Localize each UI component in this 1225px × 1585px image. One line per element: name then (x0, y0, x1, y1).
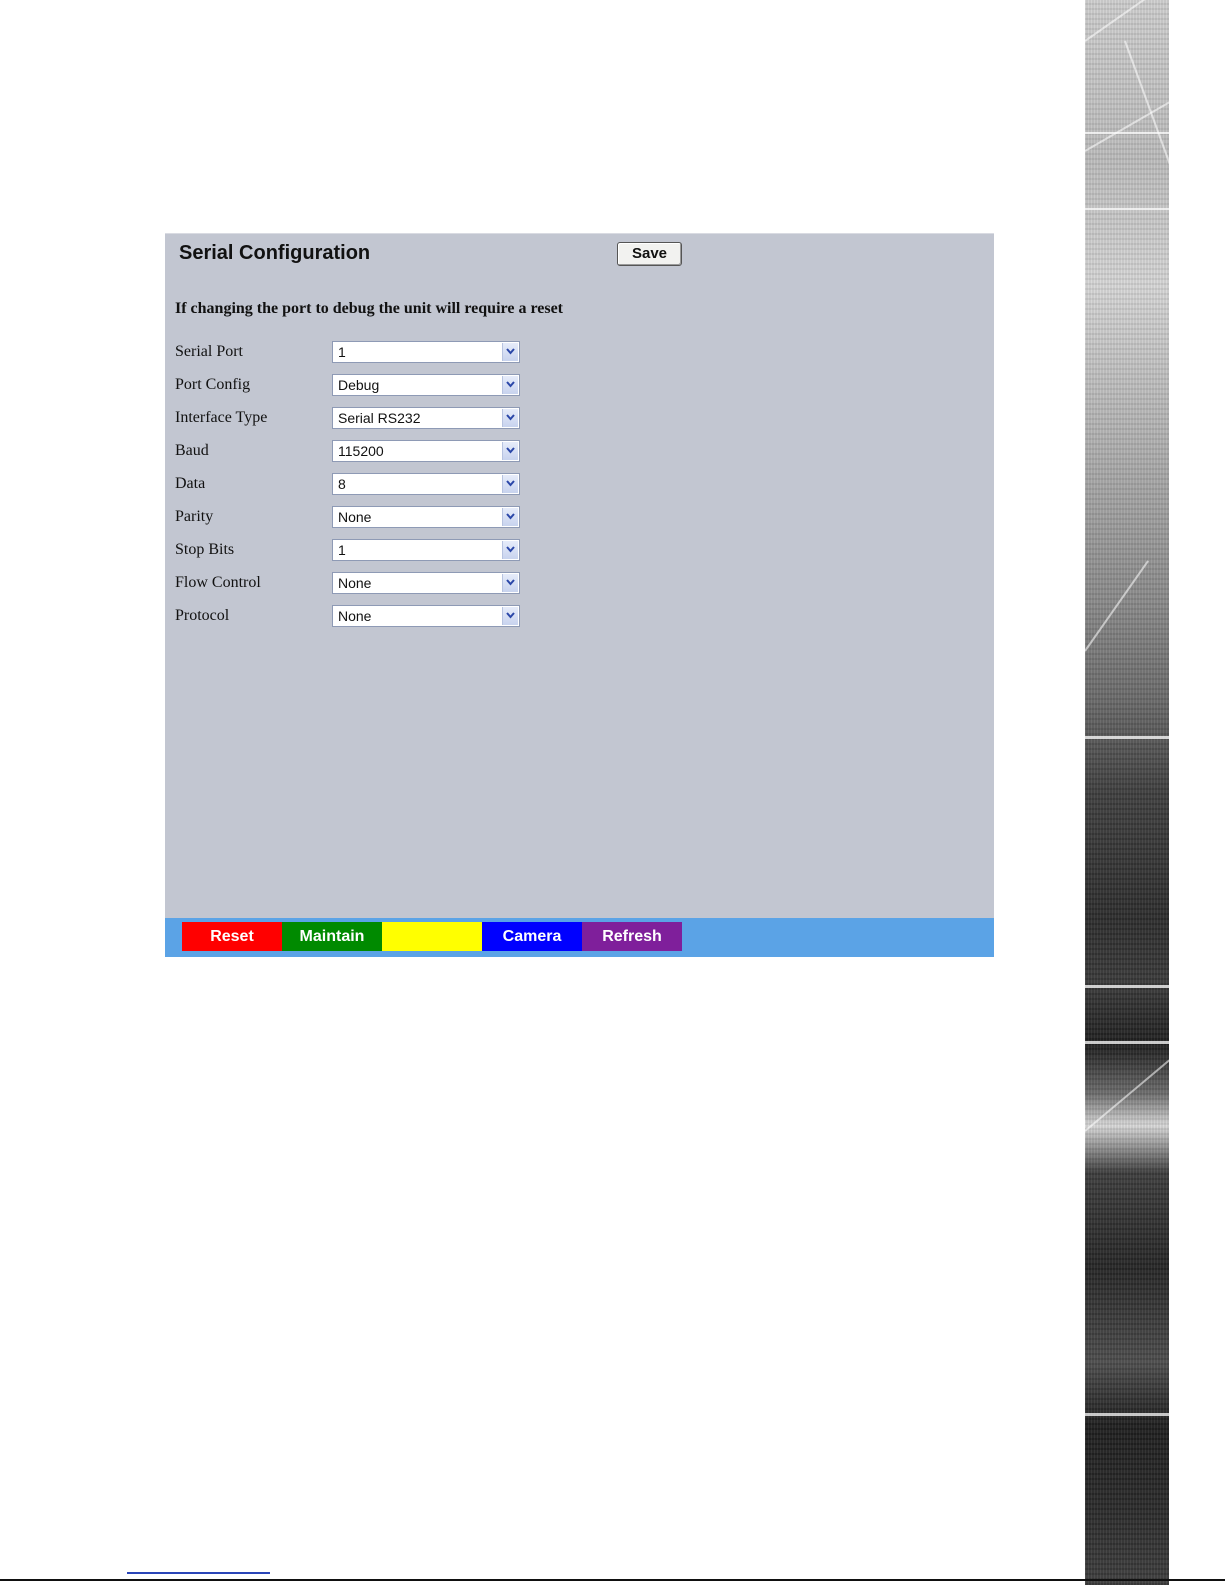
interface-type-value: Serial RS232 (338, 410, 421, 426)
form-row-interface-type (175, 407, 575, 431)
bottom-button-bar (165, 918, 994, 957)
strip-diagonal (1084, 560, 1149, 651)
interface-type-label: Interface Type (175, 409, 268, 426)
decorative-side-strip (1085, 0, 1169, 1585)
form-row-flow-control (175, 572, 575, 596)
form-row-data (175, 473, 575, 497)
baud-select[interactable] (332, 440, 520, 462)
flow-control-label: Flow Control (175, 574, 261, 591)
chevron-down-icon[interactable] (502, 607, 518, 625)
strip-line (1085, 208, 1169, 210)
data-bits-label: Data (175, 475, 206, 492)
maintain-button[interactable]: Maintain (282, 922, 382, 951)
baud-label: Baud (175, 442, 209, 459)
strip-line (1085, 1041, 1169, 1044)
form-row-protocol (175, 605, 575, 629)
flow-control-select[interactable] (332, 572, 520, 594)
chevron-down-icon[interactable] (502, 409, 518, 427)
reset-notice: If changing the port to debug the unit will require a reset (175, 300, 564, 317)
serial-port-label: Serial Port (175, 343, 243, 360)
camera-button[interactable]: Camera (482, 922, 582, 951)
stop-bits-value: 1 (338, 542, 346, 558)
chevron-down-icon[interactable] (502, 343, 518, 361)
chevron-down-icon[interactable] (502, 541, 518, 559)
reset-button[interactable]: Reset (182, 922, 282, 951)
strip-diagonal (1084, 0, 1175, 42)
strip-line (1085, 985, 1169, 988)
form-row-stop-bits (175, 539, 575, 563)
save-button[interactable]: Save (617, 242, 682, 266)
protocol-value: None (338, 608, 372, 624)
parity-label: Parity (175, 508, 214, 525)
page-title: Serial Configuration (179, 242, 371, 264)
flow-control-value: None (338, 575, 372, 591)
chevron-down-icon[interactable] (502, 442, 518, 460)
footer-rule (0, 1579, 1225, 1581)
strip-line (1085, 736, 1169, 739)
strip-diagonal (1084, 1060, 1170, 1132)
interface-type-select[interactable] (332, 407, 520, 429)
protocol-label: Protocol (175, 607, 230, 624)
chevron-down-icon[interactable] (502, 376, 518, 394)
baud-value: 115200 (338, 443, 384, 459)
form-row-baud (175, 440, 575, 464)
serial-configuration-panel (165, 233, 994, 957)
serial-port-value: 1 (338, 344, 346, 360)
form-row-parity (175, 506, 575, 530)
footer-link-line (127, 1572, 270, 1574)
strip-line (1085, 1413, 1169, 1416)
port-config-select[interactable] (332, 374, 520, 396)
protocol-select[interactable] (332, 605, 520, 627)
data-bits-select[interactable] (332, 473, 520, 495)
parity-value: None (338, 509, 372, 525)
stop-bits-select[interactable] (332, 539, 520, 561)
parity-select[interactable] (332, 506, 520, 528)
form-row-serial-port (175, 341, 575, 365)
stop-bits-label: Stop Bits (175, 541, 235, 558)
strip-diagonal (1085, 95, 1181, 152)
data-bits-value: 8 (338, 476, 346, 492)
serial-port-select[interactable] (332, 341, 520, 363)
port-config-label: Port Config (175, 376, 251, 393)
yellow-button[interactable] (382, 922, 482, 951)
chevron-down-icon[interactable] (502, 574, 518, 592)
strip-diagonal (1124, 41, 1181, 192)
refresh-button[interactable]: Refresh (582, 922, 682, 951)
chevron-down-icon[interactable] (502, 508, 518, 526)
port-config-value: Debug (338, 377, 380, 393)
form-row-port-config (175, 374, 575, 398)
chevron-down-icon[interactable] (502, 475, 518, 493)
